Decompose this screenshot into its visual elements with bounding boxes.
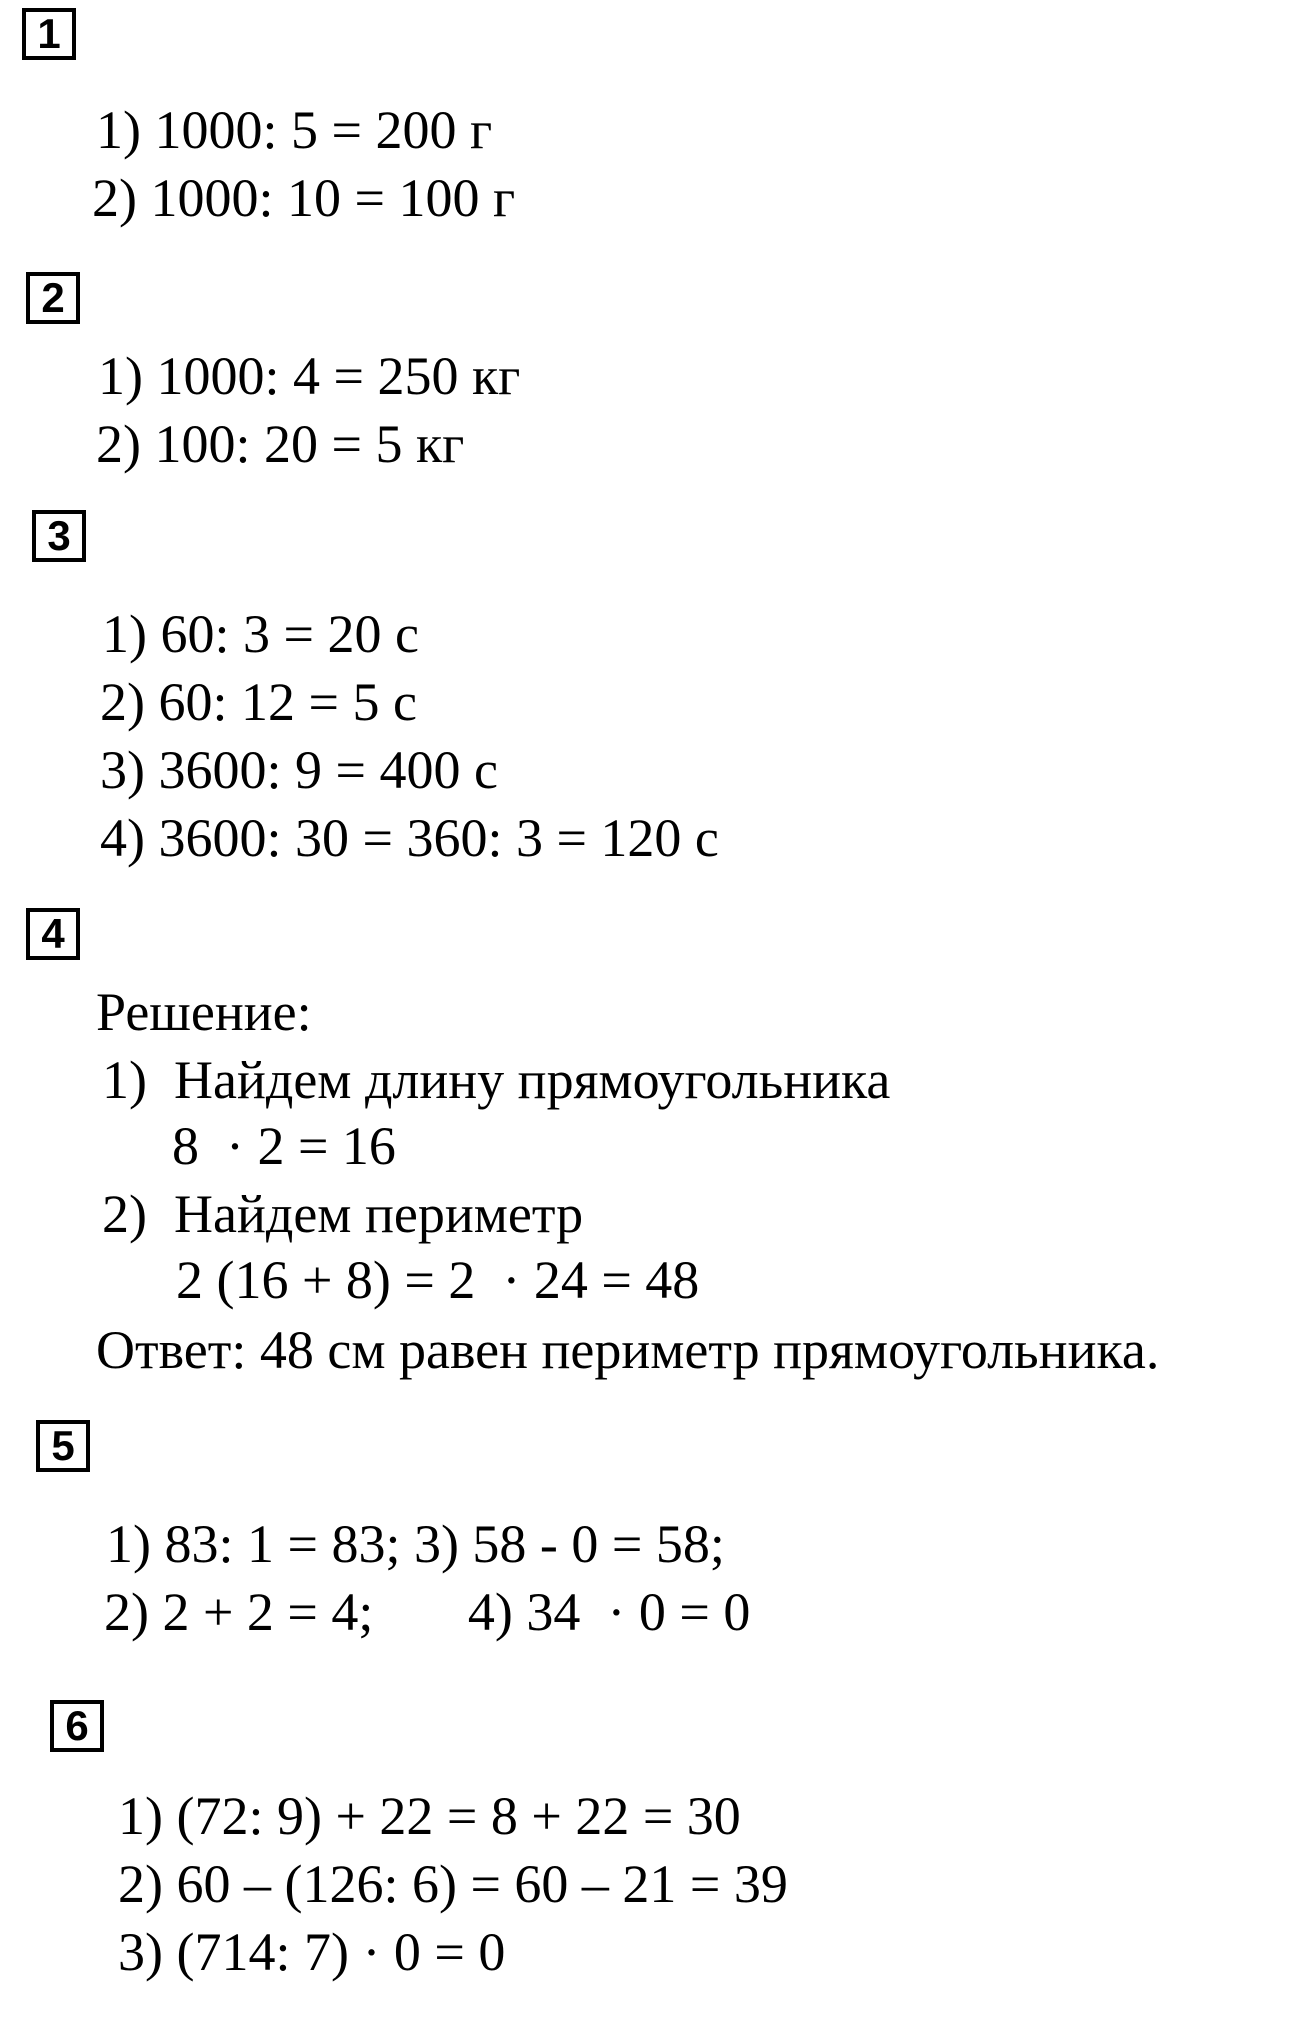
task-line: 1) 83: 1 = 83; 3) 58 - 0 = 58;: [106, 1514, 725, 1574]
task-line: 2) Найдем периметр: [102, 1184, 584, 1244]
task-line: 3) 3600: 9 = 400 с: [100, 740, 498, 800]
task-line: 3) (714: 7) · 0 = 0: [118, 1922, 506, 1982]
task-line: 1) 60: 3 = 20 с: [102, 604, 419, 664]
task-line: 2) 100: 20 = 5 кг: [96, 414, 465, 474]
task-line: 1) 1000: 5 = 200 г: [96, 100, 493, 160]
task-number-box: 5: [36, 1420, 90, 1472]
task-line: 2) 60: 12 = 5 с: [100, 672, 417, 732]
task-number-box: 3: [32, 510, 86, 562]
task-line: Решение:: [96, 982, 312, 1042]
task-line: 2 (16 + 8) = 2 · 24 = 48: [176, 1250, 700, 1310]
task-line: 8 · 2 = 16: [172, 1116, 396, 1176]
task-line: 2) 2 + 2 = 4; 4) 34 · 0 = 0: [104, 1582, 751, 1642]
task-line: 1) 1000: 4 = 250 кг: [98, 346, 521, 406]
task-number-box: 1: [22, 8, 76, 60]
task-line: Ответ: 48 см равен периметр прямоугольника.: [96, 1320, 1160, 1380]
task-line: 2) 60 – (126: 6) = 60 – 21 = 39: [118, 1854, 788, 1914]
task-line: 4) 3600: 30 = 360: 3 = 120 с: [100, 808, 719, 868]
task-number-box: 6: [50, 1700, 104, 1752]
task-number-box: 2: [26, 272, 80, 324]
task-line: 1) Найдем длину прямоугольника: [102, 1050, 891, 1110]
task-number-box: 4: [26, 908, 80, 960]
task-line: 1) (72: 9) + 22 = 8 + 22 = 30: [118, 1786, 741, 1846]
task-line: 2) 1000: 10 = 100 г: [92, 168, 516, 228]
